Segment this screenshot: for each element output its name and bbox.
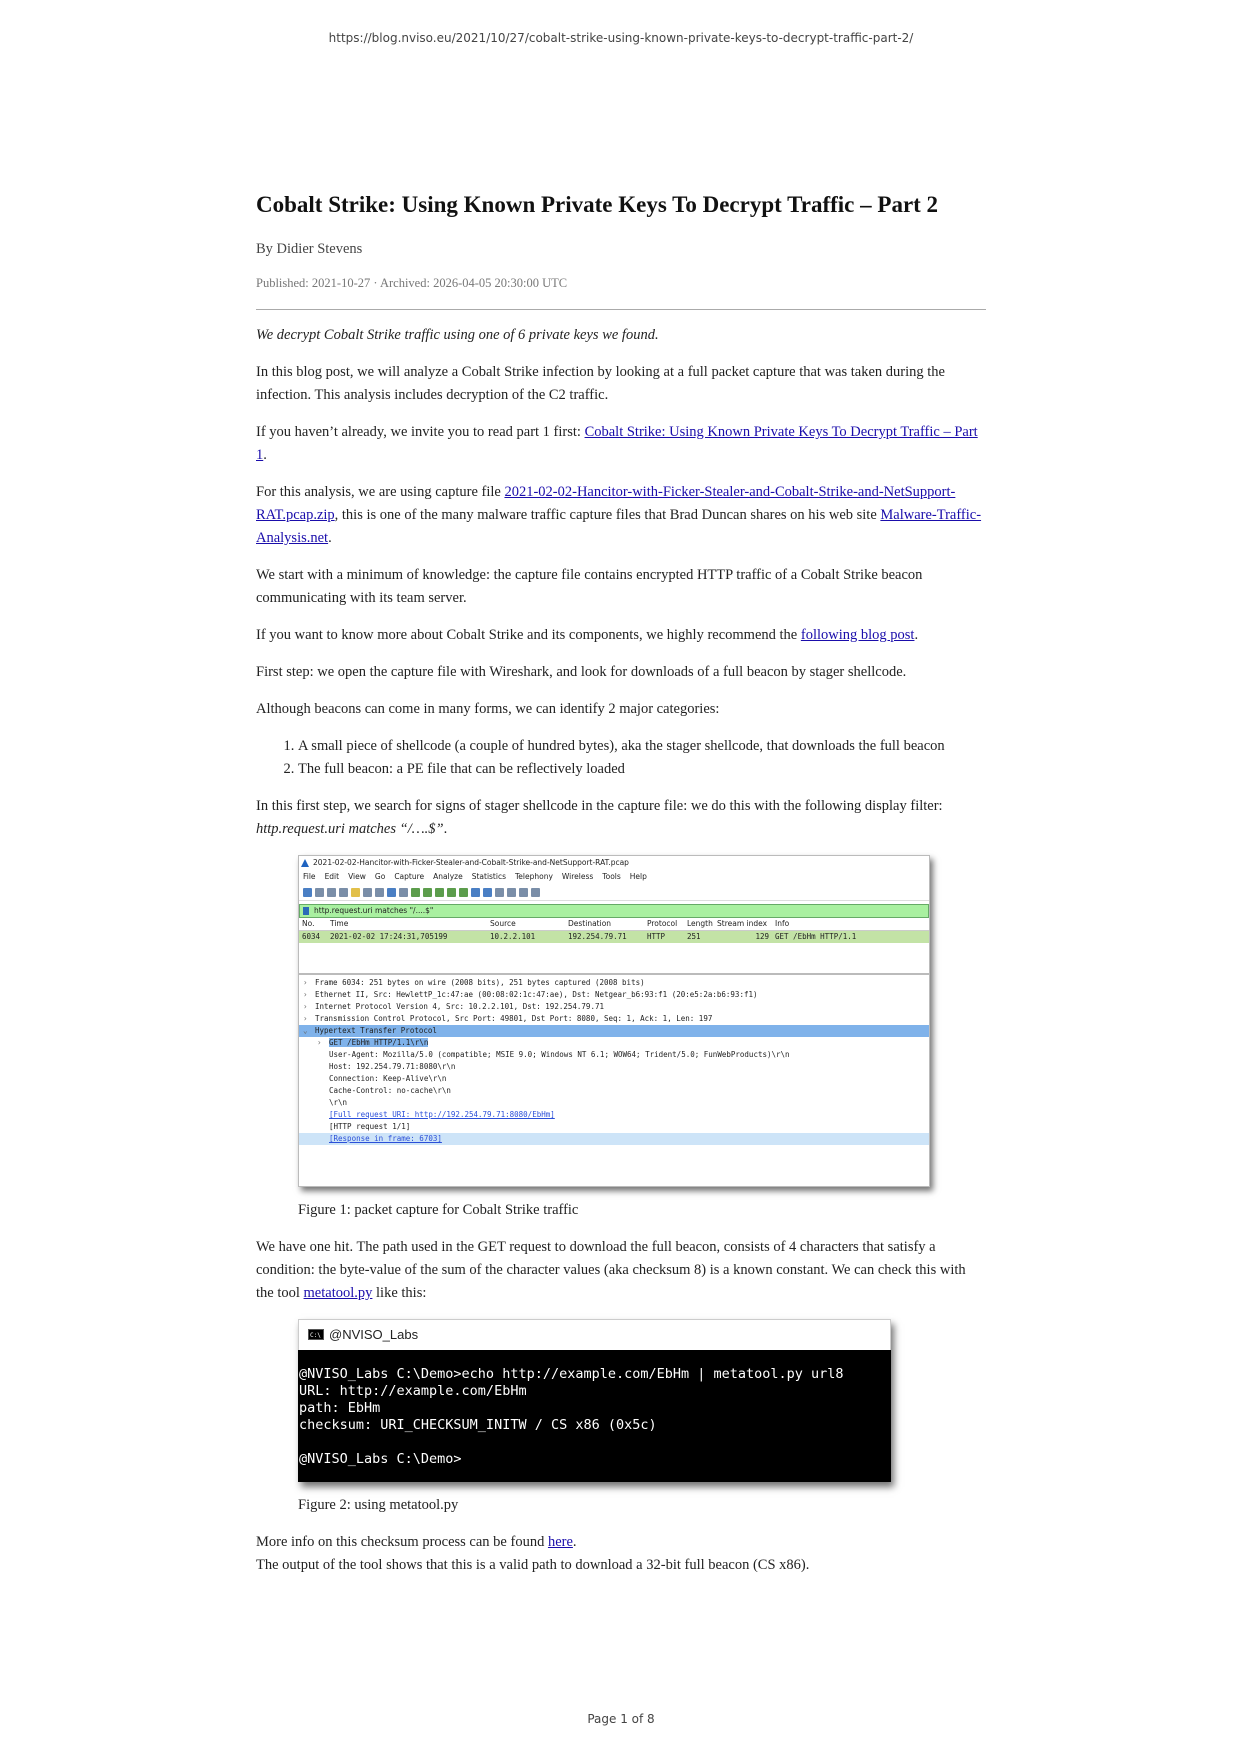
options-icon (339, 888, 348, 897)
wireshark-toolbar (299, 884, 929, 901)
here-link[interactable]: here (547, 1534, 573, 1550)
packet-source: 10.2.2.101 (490, 932, 536, 941)
menu-item: Help (629, 872, 647, 881)
packet-list-empty (299, 943, 929, 975)
terminal-line: @NVISO_Labs C:\Demo> (299, 1451, 462, 1467)
terminal-line: URL: http://example.com/EbHm (299, 1383, 527, 1399)
paragraph-10: More info on this checksum process can be found here. (256, 1534, 577, 1550)
figure-1 (298, 855, 986, 1187)
terminal-line: checksum: URI_CHECKSUM_INITW / CS x86 (0x5c) (299, 1417, 657, 1433)
menu-item: Wireless (561, 872, 594, 881)
column-header: No. (302, 919, 315, 928)
wireshark-screenshot (298, 855, 930, 1187)
packet-stream-index: 129 (755, 932, 769, 941)
detail-line: › GET /EbHm HTTP/1.1\r\n (317, 1038, 429, 1047)
wireshark-title: 2021-02-02-Hancitor-with-Ficker-Stealer-and-Cobalt-Strike-and-NetSupport-RAT.pcap (299, 856, 929, 870)
menu-item: Telephony (515, 872, 553, 881)
zoom-reset-icon (519, 888, 528, 897)
publish-meta: Published: 2021-10-27 · Archived: 2026-04-05 20:30:00 UTC (256, 276, 568, 290)
menu-item: Capture (394, 872, 425, 881)
packet-list-header (299, 918, 929, 931)
column-header: Destination (568, 919, 612, 928)
article (256, 190, 986, 1591)
save-file-icon (363, 888, 372, 897)
forward-icon (423, 888, 432, 897)
packet-details (299, 975, 929, 1145)
autoscroll-icon (471, 888, 480, 897)
go-to-packet-icon (435, 888, 444, 897)
expand-icon: › (303, 978, 308, 987)
page-url: https://blog.nviso.eu/2021/10/27/cobalt-strike-using-known-private-keys-to-decrypt-traffic-part-2/ (328, 31, 914, 45)
first-packet-icon (447, 888, 456, 897)
paragraph-9: We have one hit. The path used in the GET request to download the full beacon, consists of 4 characters that satisfy a condition: the byte-value of the sum of the character values (aka checksum 8) is a known constant. We can check this with the tool metatool.py like this: (256, 1239, 966, 1301)
back-icon (411, 888, 420, 897)
close-file-icon (375, 888, 384, 897)
start-capture-icon (303, 888, 312, 897)
article-title: Cobalt Strike: Using Known Private Keys To Decrypt Traffic – Part 2 (256, 192, 939, 217)
malware-traffic-analysis-link[interactable]: Malware-Traffic-Analysis.net (256, 507, 982, 546)
bookmark-icon (303, 907, 309, 915)
detail-line: Cache-Control: no-cache\r\n (329, 1086, 451, 1095)
shark-fin-icon (301, 859, 309, 867)
packet-destination: 192.254.79.71 (568, 932, 627, 941)
zoom-in-icon (495, 888, 504, 897)
figure-2-caption: Figure 2: using metatool.py (298, 1497, 459, 1513)
column-header: Protocol (647, 919, 678, 928)
byline: By Didier Stevens (256, 241, 363, 257)
page-number: Page 1 of 8 (587, 1712, 655, 1726)
list-item: 1. A small piece of shellcode (a couple of hundred bytes), aka the stager shellcode, that downloads the full beacon (298, 735, 986, 758)
restart-capture-icon (327, 888, 336, 897)
menu-item: Tools (602, 872, 621, 881)
reload-icon (387, 888, 396, 897)
terminal-output (298, 1350, 891, 1482)
resize-columns-icon (531, 888, 540, 897)
paragraph-4: We start with a minimum of knowledge: the capture file contains encrypted HTTP traffic of a Cobalt Strike beacon communicating with its team server. (256, 567, 923, 606)
detail-line: Host: 192.254.79.71:8080\r\n (329, 1062, 456, 1071)
paragraph-3: For this analysis, we are using capture file 2021-02-02-Hancitor-with-Ficker-Stealer-and-Cobalt-Strike-and-NetSupport-RAT.pcap.zip, this is one of the many malware traffic capture files that Brad Duncan shares on his web site Malware-Traffic-Analysis.net. (256, 484, 982, 546)
detail-line: › Transmission Control Protocol, Src Port: 49801, Dst Port: 8080, Seq: 1, Ack: 1, Len: 197 (303, 1014, 713, 1023)
menu-item: Statistics (471, 872, 506, 881)
column-header: Time (330, 919, 349, 928)
packet-row (299, 931, 929, 943)
collapse-icon: ⌄ (303, 1026, 308, 1035)
figure-1-caption: Figure 1: packet capture for Cobalt Strike traffic (298, 1202, 579, 1218)
detail-line: User-Agent: Mozilla/5.0 (compatible; MSIE 9.0; Windows NT 6.1; WOW64; Trident/5.0; FunWebProducts)\r\n (329, 1050, 790, 1059)
packet-time: 2021-02-02 17:24:31,705199 (330, 932, 448, 941)
expand-icon: › (303, 990, 308, 999)
divider (256, 309, 986, 310)
column-header: Length (687, 919, 713, 928)
intro-paragraph: We decrypt Cobalt Strike traffic using one of 6 private keys we found. (256, 327, 659, 343)
packet-no: 6034 (302, 932, 321, 941)
detail-line: [HTTP request 1/1] (329, 1122, 411, 1131)
console-icon: C:\ (308, 1329, 324, 1340)
terminal-screenshot (298, 1319, 891, 1482)
packet-info: GET /EbHm HTTP/1.1 (775, 932, 857, 941)
paragraph-2: If you haven’t already, we invite you to read part 1 first: Cobalt Strike: Using Known Private Keys To Decrypt Traffic – Part 1. (256, 424, 978, 463)
detail-line: [Response in frame: 6703] (299, 1133, 929, 1145)
column-header: Stream index (717, 919, 768, 928)
metatool-link[interactable]: metatool.py (303, 1285, 373, 1301)
expand-icon: › (317, 1038, 322, 1047)
last-packet-icon (459, 888, 468, 897)
figure-2 (298, 1319, 986, 1482)
open-file-icon (351, 888, 360, 897)
column-header: Info (775, 919, 790, 928)
category-list (256, 735, 986, 781)
detail-line: › Internet Protocol Version 4, Src: 10.2.2.101, Dst: 192.254.79.71 (303, 1002, 604, 1011)
expand-icon: › (303, 1014, 308, 1023)
terminal-line: path: EbHm (299, 1400, 381, 1416)
paragraph-8: In this first step, we search for signs of stager shellcode in the capture file: we do this with the following display filter: http.request.uri matches “/….$”. (256, 798, 943, 837)
paragraph-5: If you want to know more about Cobalt Strike and its components, we highly recommend the following blog post. (256, 627, 919, 643)
colorize-icon (483, 888, 492, 897)
wireshark-menu (299, 870, 929, 884)
list-item: 2. The full beacon: a PE file that can be reflectively loaded (298, 758, 986, 781)
detail-line: › Ethernet II, Src: HewlettP_1c:47:ae (00:08:02:1c:47:ae), Dst: Netgear_b6:93:f1 (20:e5:2a:b6:93:f1) (303, 990, 758, 999)
packet-length: 251 (687, 932, 701, 941)
menu-item: Edit (324, 872, 340, 881)
column-header: Source (490, 919, 516, 928)
detail-line: Connection: Keep-Alive\r\n (329, 1074, 447, 1083)
packet-protocol: HTTP (647, 932, 666, 941)
pcap-file-link[interactable]: 2021-02-02-Hancitor-with-Ficker-Stealer-and-Cobalt-Strike-and-NetSupport-RAT.pcap.zip (256, 484, 956, 523)
menu-item: Go (374, 872, 386, 881)
paragraph-11: The output of the tool shows that this is a valid path to download a 32-bit full beacon (CS x86). (256, 1557, 810, 1573)
following-blog-post-link[interactable]: following blog post (800, 627, 915, 643)
part-1-link[interactable]: Cobalt Strike: Using Known Private Keys To Decrypt Traffic – Part 1 (256, 424, 978, 463)
detail-line: [Full request URI: http://192.254.79.71:8080/EbHm] (329, 1110, 555, 1119)
detail-line: \r\n (329, 1098, 348, 1107)
paragraph-6: First step: we open the capture file with Wireshark, and look for downloads of a full beacon by stager shellcode. (256, 664, 907, 680)
paragraph-1: In this blog post, we will analyze a Cobalt Strike infection by looking at a full packet capture that was taken during the infection. This analysis includes decryption of the C2 traffic. (256, 364, 945, 403)
display-filter-bar: http.request.uri matches "/....$" (299, 904, 929, 918)
menu-item: File (303, 872, 316, 881)
stop-capture-icon (315, 888, 324, 897)
expand-icon: › (303, 1002, 308, 1011)
find-icon (399, 888, 408, 897)
zoom-out-icon (507, 888, 516, 897)
menu-item: Analyze (433, 872, 463, 881)
terminal-titlebar: C:\ @NVISO_Labs (298, 1319, 891, 1350)
terminal-line (299, 1434, 891, 1451)
detail-line: › Frame 6034: 251 bytes on wire (2008 bits), 251 bytes captured (2008 bits) (303, 978, 645, 987)
terminal-line: @NVISO_Labs C:\Demo>echo http://example.com/EbHm | metatool.py url8 (299, 1366, 844, 1382)
menu-item: View (348, 872, 366, 881)
detail-line-http: ⌄ Hypertext Transfer Protocol (299, 1025, 929, 1037)
paragraph-7: Although beacons can come in many forms, we can identify 2 major categories: (256, 701, 720, 717)
